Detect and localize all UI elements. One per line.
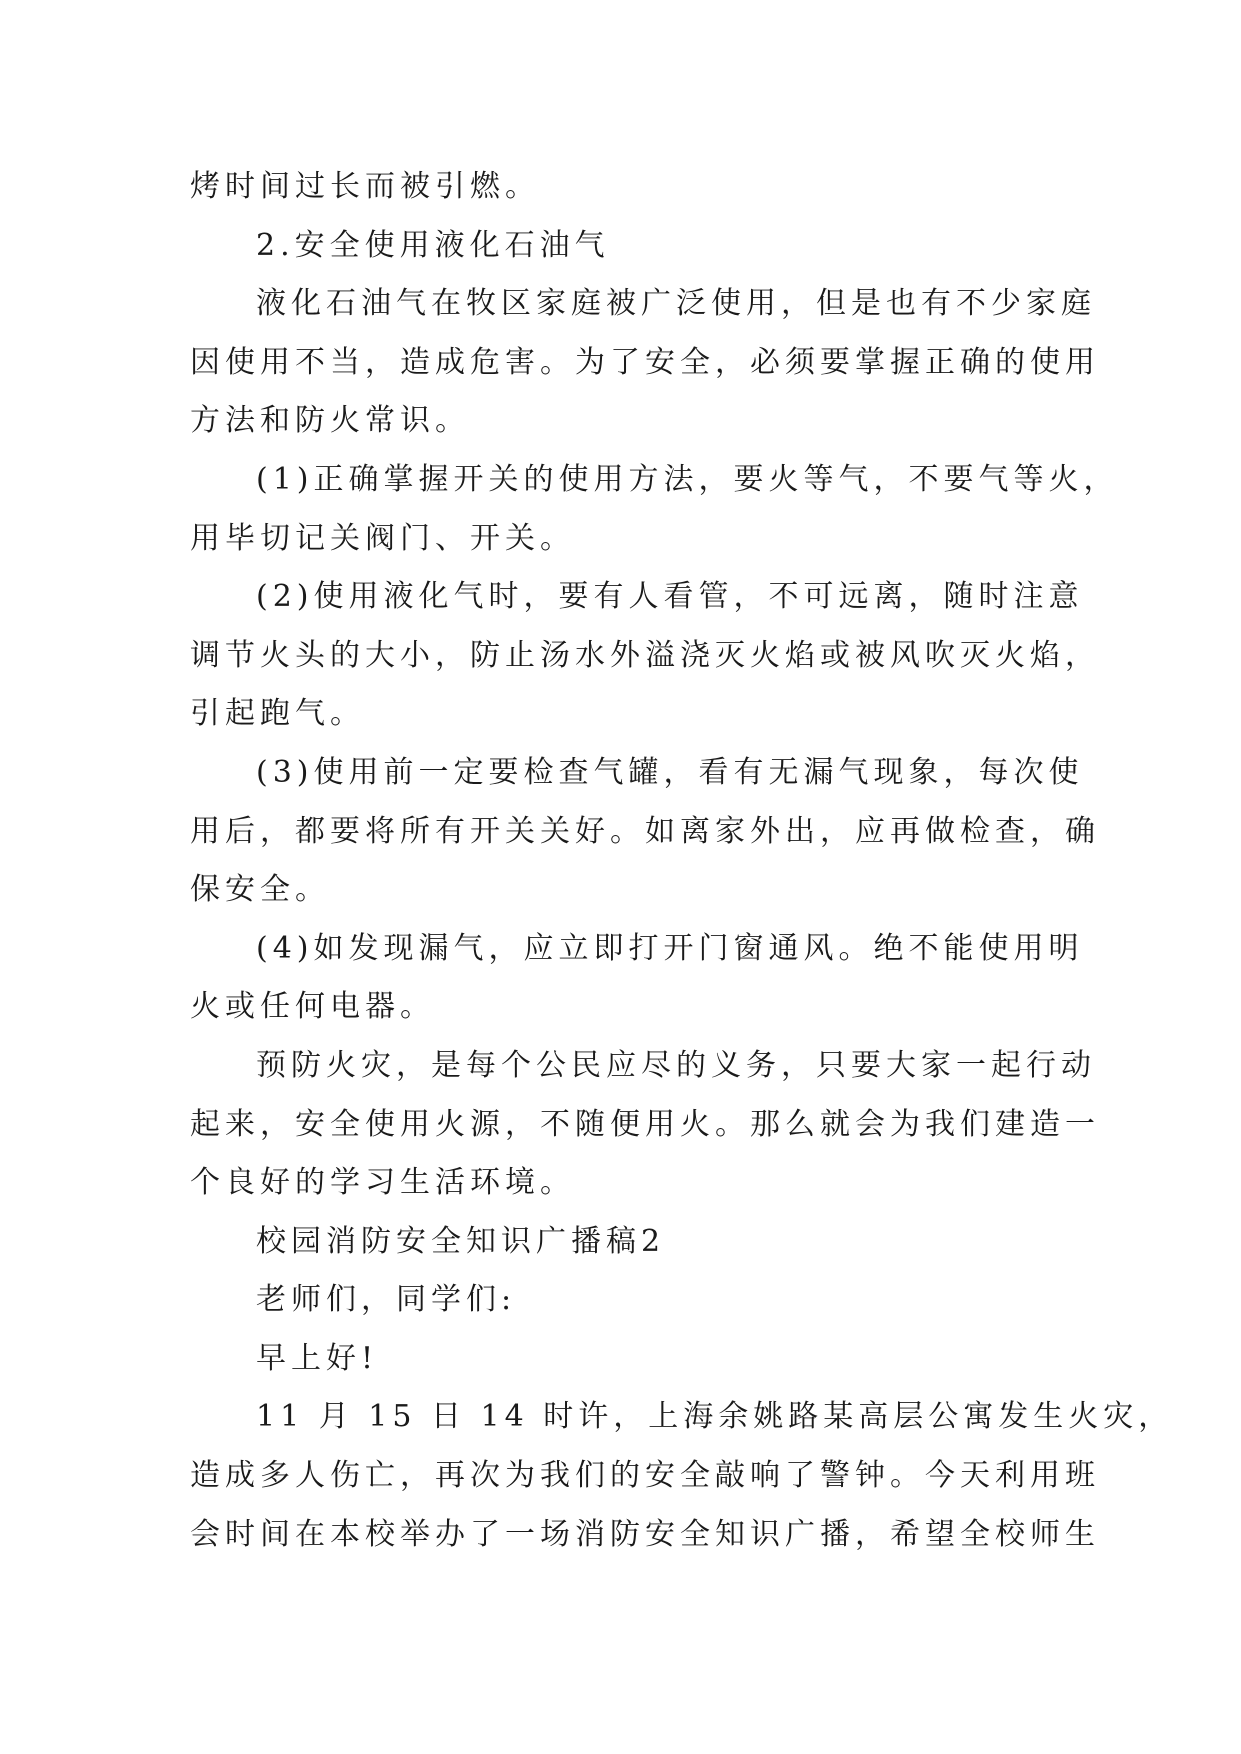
text-line: 个良好的学习生活环境。 [190,1165,575,1201]
list-item: (2)使用液化气时，要有人看管，不可远离，随时注意 [256,579,1084,615]
text-line: 用后，都要将所有开关关好。如离家外出，应再做检查，确 [190,813,1100,849]
section-title: 校园消防安全知识广播稿2 [256,1223,666,1259]
list-item: (4)如发现漏气，应立即打开门窗通风。绝不能使用明 [256,930,1084,966]
text-line: 保安全。 [190,872,330,908]
document-body [190,158,1174,1564]
text-line: 起来，安全使用火源，不随便用火。那么就会为我们建造一 [190,1106,1100,1142]
text-line: 引起跑气。 [190,696,365,732]
text-line: 用毕切记关阀门、开关。 [190,520,575,556]
text-line: 11 月 15 日 14 时许，上海余姚路某高层公寓发生火灾， [256,1399,1174,1435]
text-line: 预防火灾，是每个公民应尽的义务，只要大家一起行动 [256,1047,1096,1083]
greeting-line: 老师们，同学们: [256,1282,517,1318]
text-line: 调节火头的大小，防止汤水外溢浇灭火焰或被风吹灭火焰， [190,637,1100,673]
text-line: 方法和防火常识。 [190,403,470,439]
text-line: 因使用不当，造成危害。为了安全，必须要掌握正确的使用 [190,344,1100,380]
list-item: (1)正确掌握开关的使用方法，要火等气，不要气等火， [256,461,1119,497]
text-line: 烤时间过长而被引燃。 [190,169,540,204]
list-item: (3)使用前一定要检查气罐，看有无漏气现象，每次使 [256,754,1084,790]
greeting-line: 早上好! [256,1340,379,1376]
text-line: 会时间在本校举办了一场消防安全知识广播，希望全校师生 [190,1516,1100,1552]
text-line: 火或任何电器。 [190,989,435,1025]
text-line: 造成多人伤亡，再次为我们的安全敲响了警钟。今天利用班 [190,1458,1100,1494]
text-line: 液化石油气在牧区家庭被广泛使用，但是也有不少家庭 [256,286,1096,322]
section-heading: 2.安全使用液化石油气 [256,227,610,263]
